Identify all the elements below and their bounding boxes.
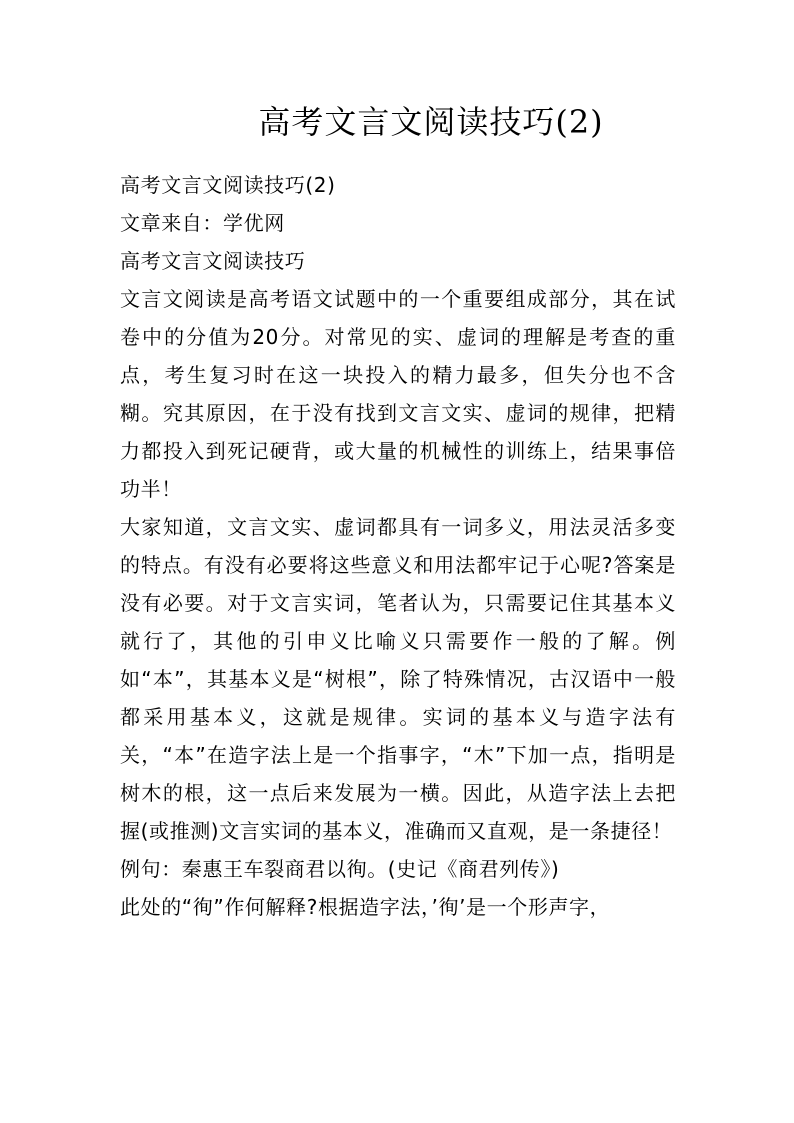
- paragraph-explanation: 此处的“徇”作何解释?根据造字法，’徇’是一个形声字，: [120, 895, 611, 919]
- source-line: 文章来自：学优网: [120, 211, 285, 235]
- section-heading: 高考文言文阅读技巧: [120, 249, 306, 273]
- paragraph-method: 大家知道，文言文实、虚词都具有一词多义，用法灵活多变的特点。有没有必要将这些意义和用法都牢记于心呢?答案是没有必要。对于文言实词，笔者认为，只需要记住其基本义就行了，其他的引申义比喻义只需要作一般的了解。例如“本”，其基本义是“树根”，除了特殊情况，古汉语中一般都采用基本义，这就是规律。实词的基本义与造字法有关，“本”在造字法上是一个指事字，“木”下加一点，指明是树木的根，这一点后来发展为一横。因此，从造字法上去把握(或推测)文言实词的基本义，准确而又直观，是一条捷径！: [120, 515, 676, 843]
- paragraph-intro: 文言文阅读是高考语文试题中的一个重要组成部分，其在试卷中的分值为20分。对常见的实、虚词的理解是考查的重点，考生复习时在这一块投入的精力最多，但失分也不含糊。究其原因，在于没有找到文言文实、虚词的规律，把精力都投入到死记硬背，或大量的机械性的训练上，结果事倍功半！: [120, 287, 676, 501]
- subtitle-line: 高考文言文阅读技巧(2): [120, 173, 336, 197]
- example-sentence: 例句：秦惠王车裂商君以徇。(史记《商君列传》): [120, 857, 560, 881]
- document-body: [120, 166, 676, 926]
- document-title: 高考文言文阅读技巧(2): [258, 103, 604, 141]
